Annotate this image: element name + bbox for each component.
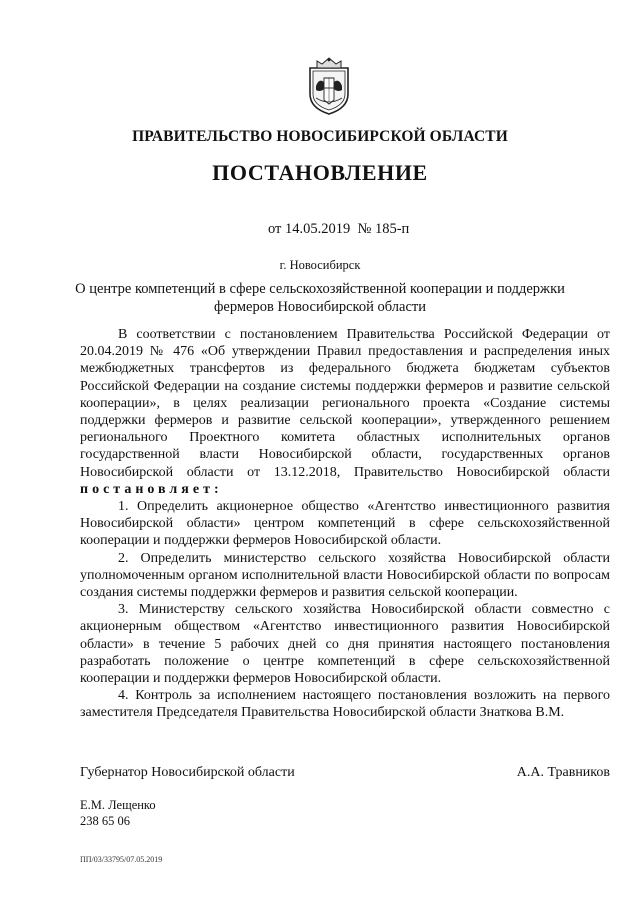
document-subject: О центре компетенций в сфере сельскохозяйственной кооперации и поддержки фермеров Новосибирской области bbox=[75, 281, 565, 315]
executor-phone: 238 65 06 bbox=[80, 814, 130, 828]
organization-title: ПРАВИТЕЛЬСТВО НОВОСИБИРСКОЙ ОБЛАСТИ bbox=[132, 128, 508, 145]
executor-block bbox=[80, 797, 156, 829]
signatory-name: А.А. Травников bbox=[516, 765, 610, 780]
preamble-text: В соответствии с постановлением Правительства Российской Федерации от 20.04.2019 № 476 «Об утверждении Правил предоставления и распределения иных межбюджетных трансфертов из федерального бюджета бюджетам субъектов Российской Федерации на создание системы поддержки фермеров и развитие сельской кооперации», в целях реализации регионального проекта «Создание системы поддержки фермеров и развитие сельской кооперации», утвержденного решением регионального Проектного комитета областных исполнительных органов государственной власти Новосибирской области, государственных органов Новосибирской области от 13.12.2018, Правительство Новосибирской области bbox=[80, 327, 610, 480]
item-3: 3. Министерству сельского хозяйства Новосибирской области совместно с акционерным обществом «Агентство инвестиционного развития Новосибирской области» в течение 5 рабочих дней со дня принятия настоящего постановления разработать положение о центре компетенций в сфере сельскохозяйственной кооперации и поддержки фермеров Новосибирской области. bbox=[80, 602, 610, 687]
resolves-keyword: постановляет: bbox=[80, 481, 223, 497]
preamble-paragraph bbox=[80, 326, 610, 498]
item-4: 4. Контроль за исполнением настоящего постановления возложить на первого заместителя Председателя Правительства Новосибирской области Знаткова В.М. bbox=[80, 688, 610, 721]
coat-of-arms-icon bbox=[304, 56, 354, 116]
document-type: ПОСТАНОВЛЕНИЕ bbox=[212, 160, 428, 185]
document-body bbox=[80, 326, 610, 722]
item-1: 1. Определить акционерное общество «Агентство инвестиционного развития Новосибирской области» центром компетенций в сфере сельскохозяйственной кооперации и поддержки фермеров Новосибирской области. bbox=[80, 499, 610, 549]
signatory-position: Губернатор Новосибирской области bbox=[80, 765, 295, 780]
executor-name: Е.М. Лещенко bbox=[80, 798, 156, 812]
document-date-number: от 14.05.2019 № 185-п bbox=[268, 221, 410, 237]
footer-code: ПП/03/33795/07.05.2019 bbox=[80, 855, 163, 864]
item-2: 2. Определить министерство сельского хозяйства Новосибирской области уполномоченным органом исполнительной власти Новосибирской области по вопросам создания системы поддержки фермеров и развития сельской кооперации. bbox=[80, 550, 610, 601]
document-city: г. Новосибирск bbox=[279, 258, 361, 272]
